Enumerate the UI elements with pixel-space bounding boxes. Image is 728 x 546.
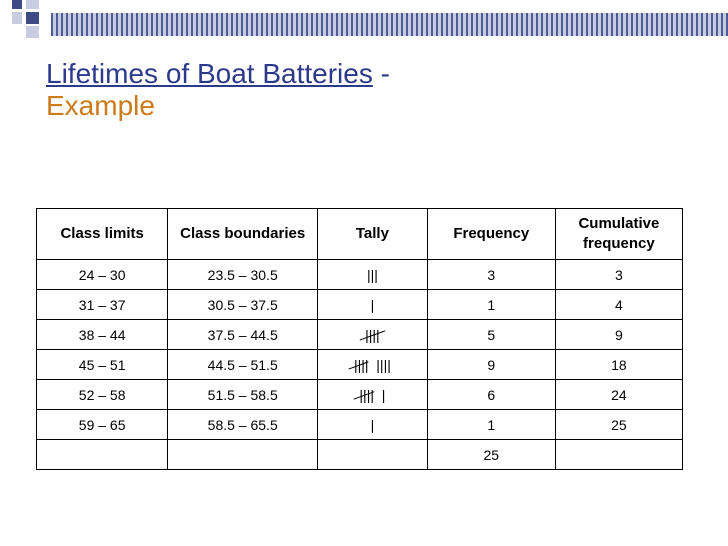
decorative-square (26, 0, 39, 9)
cell-class-limits: 45 – 51 (37, 350, 168, 380)
cell-cumulative-frequency: 4 (555, 290, 682, 320)
title-subtitle: Example (46, 90, 155, 121)
cell-frequency: 3 (427, 260, 555, 290)
cell-empty (168, 440, 318, 470)
cell-empty (555, 440, 682, 470)
cell-cumulative-frequency: 9 (555, 320, 682, 350)
table-header-row (37, 209, 683, 260)
cell-class-limits: 38 – 44 (37, 320, 168, 350)
cell-tally (318, 380, 428, 410)
title-separator: - (372, 58, 390, 89)
decorative-square (12, 0, 22, 9)
table-row (37, 260, 683, 290)
header-frequency: Frequency (427, 209, 555, 260)
cell-tally (318, 320, 428, 350)
slide-title (46, 58, 706, 122)
cell-class-boundaries: 58.5 – 65.5 (168, 410, 318, 440)
cell-empty (318, 440, 428, 470)
tally-marks: | (370, 416, 375, 433)
cell-tally (318, 290, 428, 320)
cell-frequency: 1 (427, 410, 555, 440)
decorative-square (12, 12, 22, 24)
tally-marks-struck (354, 357, 391, 373)
cell-class-boundaries: 44.5 – 51.5 (168, 350, 318, 380)
tally-marks: |||| (365, 326, 380, 343)
cell-class-limits: 31 – 37 (37, 290, 168, 320)
tally-marks-struck (365, 327, 380, 343)
cell-frequency: 6 (427, 380, 555, 410)
cell-total-frequency: 25 (427, 440, 555, 470)
tally-marks: ||| (366, 266, 378, 283)
header-cumulative-frequency: Cumulative frequency (555, 209, 682, 260)
table-row (37, 410, 683, 440)
decorative-square (26, 26, 39, 38)
cell-frequency: 1 (427, 290, 555, 320)
header-tally: Tally (318, 209, 428, 260)
cell-tally (318, 350, 428, 380)
table-row (37, 380, 683, 410)
cell-cumulative-frequency: 18 (555, 350, 682, 380)
cell-class-boundaries: 37.5 – 44.5 (168, 320, 318, 350)
table-row (37, 350, 683, 380)
table-total-row (37, 440, 683, 470)
tally-marks: |||| |||| (353, 356, 391, 373)
cell-class-boundaries: 30.5 – 37.5 (168, 290, 318, 320)
header-class-boundaries: Class boundaries (168, 209, 318, 260)
cell-tally (318, 260, 428, 290)
decorative-square (26, 12, 39, 24)
decorative-stripe-bar (51, 13, 728, 36)
table-row (37, 290, 683, 320)
table-row (37, 320, 683, 350)
cell-cumulative-frequency: 24 (555, 380, 682, 410)
title-main: Lifetimes of Boat Batteries (46, 58, 373, 89)
tally-marks: |||| | (359, 386, 386, 403)
tally-marks-struck (359, 387, 385, 403)
header-class-limits: Class limits (37, 209, 168, 260)
cell-class-limits: 59 – 65 (37, 410, 168, 440)
cell-cumulative-frequency: 25 (555, 410, 682, 440)
cell-tally (318, 410, 428, 440)
frequency-table (36, 208, 683, 470)
cell-class-boundaries: 23.5 – 30.5 (168, 260, 318, 290)
tally-marks: | (370, 296, 375, 313)
cell-cumulative-frequency: 3 (555, 260, 682, 290)
cell-frequency: 5 (427, 320, 555, 350)
cell-class-limits: 52 – 58 (37, 380, 168, 410)
cell-class-boundaries: 51.5 – 58.5 (168, 380, 318, 410)
cell-class-limits: 24 – 30 (37, 260, 168, 290)
cell-frequency: 9 (427, 350, 555, 380)
cell-empty (37, 440, 168, 470)
